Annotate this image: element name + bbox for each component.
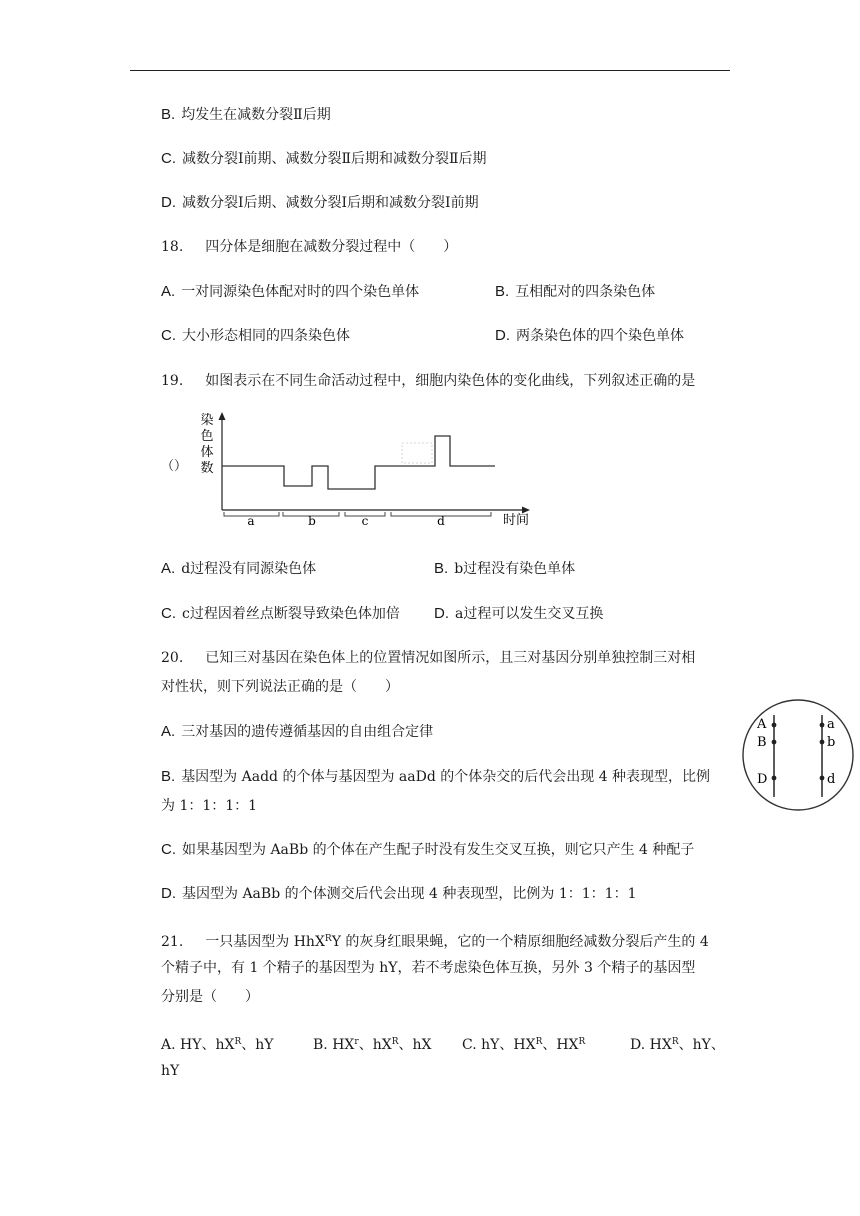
q19-option-d[interactable] <box>434 604 603 624</box>
option-text: 减数分裂Ⅰ后期、减数分裂Ⅰ后期和减数分裂Ⅰ前期 <box>182 195 479 211</box>
question-text: 一只基因型为 HhX <box>205 934 325 950</box>
q19-answer-paren: （） <box>161 459 188 474</box>
superscript: R <box>324 934 332 944</box>
superscript: R <box>535 1037 543 1047</box>
q20-option-c[interactable] <box>161 840 694 860</box>
option-letter: C. <box>161 150 176 167</box>
gene-label-d: d <box>827 772 836 787</box>
q21-option-d[interactable] <box>630 1032 725 1055</box>
option-text: 互相配对的四条染色体 <box>515 284 656 300</box>
q20-option-d[interactable] <box>161 884 637 904</box>
q17-option-b[interactable] <box>161 105 331 125</box>
q21-option-d-continued: hY <box>161 1063 180 1079</box>
header-rule <box>130 70 730 71</box>
q20-stem-line1 <box>161 648 695 668</box>
y-axis-arrow <box>219 412 226 420</box>
y-axis-label-char: 数 <box>200 461 214 476</box>
question-number: 21. <box>161 934 184 950</box>
q18-stem <box>161 237 457 257</box>
homologous-chromosome-figure <box>740 697 856 813</box>
option-text: HY、hX <box>180 1037 235 1053</box>
question-number: 18. <box>161 239 184 255</box>
q18-option-c[interactable] <box>161 326 350 346</box>
option-letter: D. <box>161 885 176 902</box>
option-letter: B. <box>495 283 510 300</box>
option-letter: C. <box>462 1037 477 1053</box>
option-text: 均发生在减数分裂Ⅱ后期 <box>181 107 331 123</box>
gene-label-B: B <box>757 735 767 750</box>
q20-option-b[interactable] <box>161 767 710 787</box>
q21-option-c[interactable] <box>462 1032 585 1055</box>
option-text: HX <box>649 1037 672 1053</box>
superscript: R <box>671 1037 679 1047</box>
gene-label-D: D <box>757 772 768 787</box>
segment-label-b: b <box>308 514 316 528</box>
q21-stem-line2: 个精子中，有 1 个精子的基因型为 hY，若不考虑染色体互换，另外 3 个精子的基因型 <box>161 960 696 976</box>
option-letter: B. <box>161 106 176 123</box>
question-text: 如图表示在不同生命活动过程中，细胞内染色体的变化曲线，下列叙述正确的是 <box>205 373 696 389</box>
gene-label-A: A <box>757 717 767 732</box>
option-letter: D. <box>434 605 449 622</box>
locus-dot <box>820 723 825 728</box>
q19-option-a[interactable] <box>161 559 316 579</box>
q18-option-b[interactable] <box>495 282 655 302</box>
option-text: 、hX <box>398 1037 432 1053</box>
locus-dot <box>820 740 825 745</box>
chromosome-curve-figure <box>195 408 540 530</box>
option-text: 、HX <box>542 1037 579 1053</box>
q20-option-a[interactable] <box>161 722 433 742</box>
q17-option-d[interactable] <box>161 193 479 213</box>
q19-option-c[interactable] <box>161 604 400 624</box>
option-letter: B. <box>434 560 449 577</box>
question-number: 19. <box>161 373 184 389</box>
option-text: 三对基因的遗传遵循基因的自由组合定律 <box>181 724 434 740</box>
option-text: 基因型为 AaBb 的个体测交后代会出现 4 种表现型，比例为 1：1：1：1 <box>182 886 637 902</box>
gene-label-b: b <box>827 735 836 750</box>
option-text: 减数分裂Ⅰ前期、减数分裂Ⅱ后期和减数分裂Ⅱ后期 <box>182 151 487 167</box>
q17-option-c[interactable] <box>161 149 487 169</box>
x-axis-label: 时间 <box>503 513 530 528</box>
option-text: c过程因着丝点断裂导致染色体加倍 <box>182 606 400 622</box>
option-letter: D. <box>630 1037 646 1053</box>
locus-dot <box>820 776 825 781</box>
q18-option-d[interactable] <box>495 326 684 346</box>
option-letter: B. <box>161 768 176 785</box>
option-letter: A. <box>161 1037 176 1053</box>
question-text: 四分体是细胞在减数分裂过程中（ ） <box>205 239 458 255</box>
locus-dot <box>772 740 777 745</box>
q21-stem-line3: 分别是（ ） <box>161 989 259 1005</box>
option-letter: A. <box>161 560 176 577</box>
option-text: hY、HX <box>481 1037 536 1053</box>
q21-stem-line1 <box>161 929 709 952</box>
q21-option-a[interactable] <box>161 1032 274 1055</box>
superscript: R <box>578 1037 586 1047</box>
option-letter: B. <box>313 1037 328 1053</box>
segment-label-c: c <box>361 514 369 528</box>
q20-option-b-continued: 为 1：1：1：1 <box>161 798 258 814</box>
question-text: 已知三对基因在染色体上的位置情况如图所示，且三对基因分别单独控制三对相 <box>205 650 696 666</box>
option-letter: C. <box>161 841 176 858</box>
option-text: b过程没有染色单体 <box>454 561 576 577</box>
option-letter: D. <box>161 194 176 211</box>
watermark-box <box>402 443 432 463</box>
y-axis-label-char: 体 <box>200 445 214 460</box>
option-text: 如果基因型为 AaBb 的个体在产生配子时没有发生交叉互换，则它只产生 4 种配子 <box>182 842 695 858</box>
gene-label-a: a <box>827 717 835 732</box>
locus-dot <box>772 723 777 728</box>
option-text: 两条染色体的四个染色单体 <box>516 328 684 344</box>
superscript: R <box>391 1037 399 1047</box>
question-number: 20. <box>161 650 184 666</box>
segment-label-a: a <box>247 514 255 528</box>
option-letter: C. <box>161 605 176 622</box>
option-text: 、hX <box>358 1037 392 1053</box>
option-letter: A. <box>161 723 176 740</box>
superscript: r <box>354 1037 359 1047</box>
option-text: 一对同源染色体配对时的四个染色单体 <box>181 284 420 300</box>
q19-stem <box>161 371 695 391</box>
option-text: 、hY、 <box>678 1037 725 1053</box>
q21-option-b[interactable] <box>313 1032 431 1055</box>
q19-option-b[interactable] <box>434 559 575 579</box>
y-axis-label-char: 染 <box>200 413 214 428</box>
q20-stem-line2: 对性状，则下列说法正确的是（ ） <box>161 679 399 695</box>
option-text: 、hY <box>241 1037 274 1053</box>
y-axis-label-char: 色 <box>200 429 214 444</box>
locus-dot <box>772 776 777 781</box>
option-text: d过程没有同源染色体 <box>181 561 317 577</box>
option-text: HX <box>332 1037 355 1053</box>
q18-option-a[interactable] <box>161 282 419 302</box>
chromosome-curve <box>222 436 495 489</box>
option-letter: D. <box>495 327 510 344</box>
question-text: Y 的灰身红眼果蝇，它的一个精原细胞经减数分裂后产生的 4 <box>331 934 709 950</box>
option-text: 大小形态相同的四条染色体 <box>182 328 350 344</box>
option-text: 基因型为 Aadd 的个体与基因型为 aaDd 的个体杂交的后代会出现 4 种表现型，比例 <box>181 769 711 785</box>
option-text: a过程可以发生交叉互换 <box>455 606 604 622</box>
segment-label-d: d <box>437 514 445 528</box>
option-letter: C. <box>161 327 176 344</box>
superscript: R <box>234 1037 242 1047</box>
option-letter: A. <box>161 283 176 300</box>
